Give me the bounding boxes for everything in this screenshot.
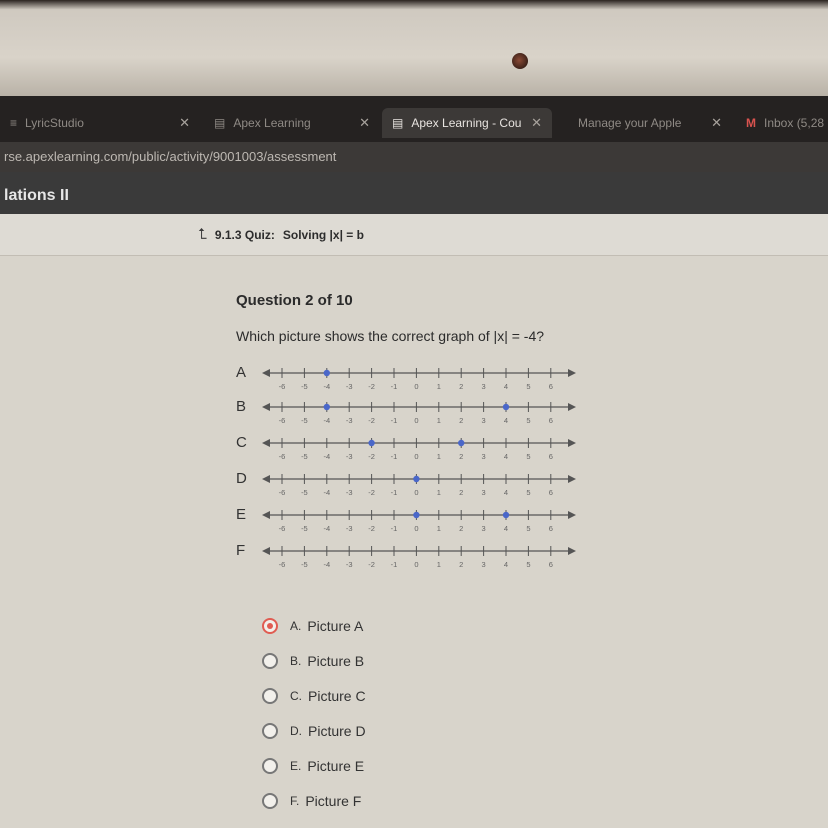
option-letter: F. <box>290 793 300 808</box>
graph-point <box>503 512 509 518</box>
radio-button[interactable] <box>262 618 278 634</box>
option-letter: E. <box>290 758 302 773</box>
tick-label: -4 <box>323 488 331 497</box>
radio-button[interactable] <box>262 793 278 809</box>
tick-label: -5 <box>301 560 308 569</box>
quiz-title: Solving |x| = b <box>282 227 364 242</box>
tick-label: 6 <box>548 524 553 533</box>
tick-label: 3 <box>481 452 486 461</box>
monitor-bezel <box>0 0 828 96</box>
tick-label: -1 <box>390 488 398 497</box>
tick-label: 3 <box>481 488 486 497</box>
tick-label: 6 <box>548 382 553 391</box>
left-arrow-icon <box>262 439 270 447</box>
right-arrow-icon <box>568 369 576 377</box>
tick-label: 1 <box>436 560 441 569</box>
number-line-b <box>232 398 592 434</box>
option-f[interactable] <box>262 783 366 818</box>
tick-label: 0 <box>414 488 419 497</box>
graph-label: B <box>236 398 247 415</box>
tick-label: 2 <box>459 560 464 569</box>
tick-label: 2 <box>459 488 464 497</box>
back-arrow-icon[interactable]: ⮤ <box>198 226 207 243</box>
tick-label: -6 <box>278 382 286 391</box>
right-arrow-icon <box>568 475 576 483</box>
graph-label: F <box>236 542 246 559</box>
tick-label: 6 <box>548 416 553 425</box>
tick-label: -6 <box>278 416 286 425</box>
radio-button[interactable] <box>262 758 278 774</box>
tick-label: 5 <box>526 382 531 391</box>
tick-label: -4 <box>323 452 331 461</box>
tick-label: -6 <box>278 488 286 497</box>
webcam <box>512 53 528 69</box>
tick-label: 1 <box>436 488 441 497</box>
number-line-svg <box>260 542 578 572</box>
quiz-title-prefix: 9.1.3 Quiz: <box>214 227 275 242</box>
tick-label: 2 <box>459 524 464 533</box>
course-header <box>0 172 828 214</box>
question-text: Which picture shows the correct graph of |x| = -4? <box>236 328 545 344</box>
tick-label: 5 <box>526 416 531 425</box>
tab-label: Inbox (5,28 <box>764 116 825 130</box>
tick-label: -2 <box>368 488 375 497</box>
answer-options <box>262 608 366 818</box>
tick-label: -1 <box>390 416 398 425</box>
tick-label: 4 <box>503 488 509 497</box>
option-text: Picture C <box>308 687 366 704</box>
graph-point <box>324 370 330 376</box>
number-line-svg <box>260 364 578 394</box>
option-text: Picture E <box>307 757 365 774</box>
tick-label: 6 <box>548 452 553 461</box>
right-arrow-icon <box>568 511 576 519</box>
radio-button[interactable] <box>262 688 278 704</box>
tick-label: -3 <box>345 524 353 533</box>
tick-label: 3 <box>481 382 486 391</box>
tick-label: -5 <box>301 524 308 533</box>
right-arrow-icon <box>568 439 576 447</box>
tab-label: Apex Learning - Cou <box>411 116 522 130</box>
tick-label: 0 <box>414 382 419 391</box>
tick-label: -2 <box>368 416 375 425</box>
tab-label: LyricStudio <box>25 116 84 130</box>
left-arrow-icon <box>262 369 270 377</box>
number-line-a <box>232 364 592 400</box>
tick-label: 1 <box>436 524 441 533</box>
tick-label: 6 <box>548 488 553 497</box>
close-icon[interactable]: ✕ <box>531 115 542 130</box>
tick-label: -2 <box>368 560 375 569</box>
option-c[interactable] <box>262 678 366 713</box>
tab-manage-apple[interactable] <box>560 108 732 138</box>
list-icon: ≡ <box>10 116 18 130</box>
tab-label: Manage your Apple <box>578 116 682 130</box>
option-a[interactable] <box>262 608 366 643</box>
left-arrow-icon <box>262 403 270 411</box>
option-text: Picture D <box>308 722 366 739</box>
tick-label: 4 <box>503 382 509 391</box>
number-line-svg <box>260 434 578 464</box>
graph-point <box>503 404 509 410</box>
tick-label: -6 <box>278 452 286 461</box>
tick-label: 5 <box>526 488 531 497</box>
tick-label: 3 <box>481 416 486 425</box>
tick-label: -3 <box>345 488 353 497</box>
tick-label: 0 <box>414 416 419 425</box>
question-number: Question 2 of 10 <box>236 292 353 309</box>
tick-label: -6 <box>278 560 286 569</box>
url-text: rse.apexlearning.com/public/activity/9001003/assessment <box>4 149 337 164</box>
tick-label: -1 <box>390 382 398 391</box>
tick-label: 3 <box>481 560 486 569</box>
tick-label: 3 <box>481 524 486 533</box>
tick-label: 2 <box>459 382 464 391</box>
graph-point <box>324 404 330 410</box>
option-letter: A. <box>290 618 302 633</box>
radio-button[interactable] <box>262 723 278 739</box>
apex-icon: ▤ <box>392 116 404 130</box>
tick-label: 5 <box>526 452 531 461</box>
number-line-svg <box>260 470 578 500</box>
tick-label: -5 <box>301 382 308 391</box>
number-line-c <box>232 434 592 470</box>
left-arrow-icon <box>262 511 270 519</box>
tick-label: -4 <box>323 382 331 391</box>
option-e[interactable] <box>262 748 366 783</box>
tick-label: 4 <box>503 560 509 569</box>
tick-label: -4 <box>323 524 331 533</box>
graph-label: A <box>236 364 247 381</box>
tick-label: 1 <box>436 452 441 461</box>
tick-label: 1 <box>436 382 441 391</box>
number-line-svg <box>260 506 578 536</box>
tick-label: 5 <box>526 524 531 533</box>
tick-label: -5 <box>301 452 308 461</box>
course-title: lations II <box>4 187 69 204</box>
tick-label: -6 <box>278 524 286 533</box>
tick-label: 0 <box>414 524 419 533</box>
tick-label: -2 <box>368 452 375 461</box>
tick-label: -5 <box>301 488 308 497</box>
right-arrow-icon <box>568 403 576 411</box>
tab-apex-learning[interactable] <box>204 108 380 138</box>
option-text: Picture A <box>307 617 364 634</box>
tab-inbox[interactable] <box>736 108 828 138</box>
graph-label: E <box>236 506 247 523</box>
close-icon[interactable]: ✕ <box>179 115 190 130</box>
tick-label: 4 <box>503 416 509 425</box>
tick-label: 5 <box>526 560 531 569</box>
graph-point <box>413 476 419 482</box>
tick-label: -2 <box>368 524 375 533</box>
tick-label: -1 <box>390 560 398 569</box>
graph-label: D <box>236 470 247 487</box>
tick-label: 6 <box>548 560 553 569</box>
right-arrow-icon <box>568 547 576 555</box>
close-icon[interactable]: ✕ <box>711 115 722 130</box>
graph-point <box>368 440 374 446</box>
tick-label: 0 <box>414 560 419 569</box>
option-text: Picture B <box>307 652 365 669</box>
address-bar[interactable] <box>0 142 828 172</box>
tick-label: -3 <box>345 416 353 425</box>
tick-label: 4 <box>503 452 509 461</box>
tick-label: 4 <box>503 524 509 533</box>
tick-label: -1 <box>390 452 398 461</box>
tick-label: 0 <box>414 452 419 461</box>
left-arrow-icon <box>262 475 270 483</box>
tab-lyricstudio[interactable] <box>0 108 200 138</box>
tick-label: -3 <box>345 452 353 461</box>
tick-label: -4 <box>323 416 331 425</box>
gmail-icon: M <box>746 116 756 130</box>
tick-label: 2 <box>459 416 464 425</box>
tick-label: -1 <box>390 524 398 533</box>
number-line-f <box>232 542 592 578</box>
graph-label: C <box>236 434 247 451</box>
number-line-e <box>232 506 592 542</box>
browser-tab-bar <box>0 96 828 142</box>
tick-label: -4 <box>323 560 331 569</box>
tick-label: -3 <box>345 382 353 391</box>
graph-point <box>458 440 464 446</box>
radio-button[interactable] <box>262 653 278 669</box>
apex-icon: ▤ <box>214 116 226 130</box>
number-line-d <box>232 470 592 506</box>
left-arrow-icon <box>262 547 270 555</box>
close-icon[interactable]: ✕ <box>359 115 370 130</box>
option-letter: D. <box>290 723 302 738</box>
graph-point <box>413 512 419 518</box>
option-letter: B. <box>290 653 302 668</box>
number-line-svg <box>260 398 578 428</box>
option-b[interactable] <box>262 643 366 678</box>
quiz-header <box>0 214 828 256</box>
option-d[interactable] <box>262 713 366 748</box>
tick-label: -2 <box>368 382 375 391</box>
option-text: Picture F <box>305 792 362 809</box>
tab-label: Apex Learning <box>233 116 311 130</box>
option-letter: C. <box>290 688 302 703</box>
tick-label: -5 <box>301 416 308 425</box>
tick-label: 2 <box>459 452 464 461</box>
tick-label: 1 <box>436 416 441 425</box>
tab-apex-learning-course[interactable] <box>382 108 552 138</box>
tick-label: -3 <box>345 560 353 569</box>
main-content <box>0 256 828 828</box>
